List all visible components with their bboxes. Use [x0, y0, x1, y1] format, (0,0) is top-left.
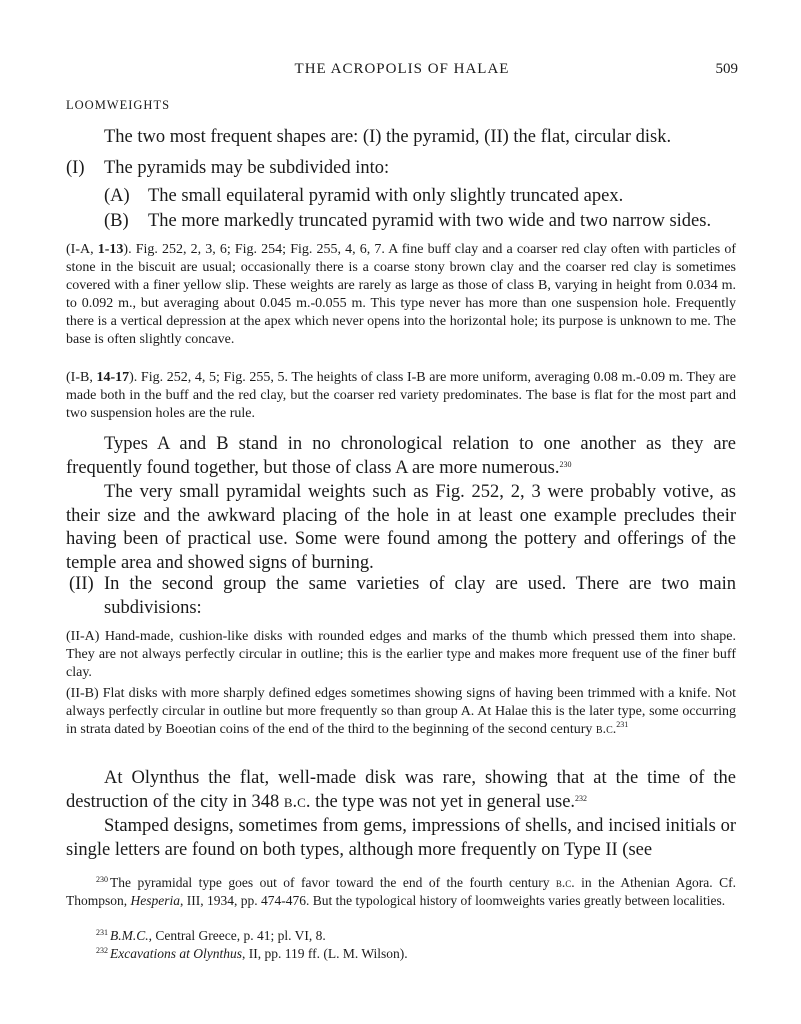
- footnote-231-mark: 231: [96, 928, 108, 937]
- era-abbreviation: b.c.: [283, 791, 311, 812]
- running-head: THE ACROPOLIS OF HALAE: [294, 61, 510, 77]
- footnote-232-mark: 232: [96, 946, 108, 955]
- subtype-a-label: (A): [104, 186, 130, 206]
- page-header: [66, 61, 738, 83]
- class-ia-description: [66, 241, 736, 349]
- subtype-b-text: The more markedly truncated pyramid with two wide and two narrow sides.: [148, 211, 712, 231]
- footnote-232-text: , II, pp. 119 ff. (L. M. Wilson).: [241, 946, 408, 961]
- class-ib-text: ). Fig. 252, 4, 5; Fig. 255, 5. The heights of class I-B are more uniform, averaging 0.08 m.-0.09 m. They are made both in the buff and the red clay, but the coarser red variety predominates. The base is flat for the most part and two suspension holes are the rule.: [66, 370, 737, 421]
- class-ib-catalogue-ref: 14-17: [96, 370, 130, 385]
- group-two-text: In the second group the same varieties of clay are used. There are two main subdivisions:: [104, 574, 736, 618]
- olynthus-text-end: the type was not yet in general use.: [310, 791, 576, 812]
- journal-title: Hesperia: [130, 892, 181, 908]
- class-iib-text: (II-B) Flat disks with more sharply defined edges sometimes showing signs of having been trimmed with a knife. Not always perfectly circular in outline but more frequently so than group A. At Halae this is the later type, some occurring in strata dated by Boeotian coins of the end of the third to the beginning of the second century: [66, 686, 736, 737]
- footnote-230-text: , III, 1934, pp. 474-476. But the typological history of loomweights varies greatly between localities.: [180, 892, 726, 908]
- types-paragraph: [66, 433, 736, 480]
- olynthus-text-start: At Olynthus the flat, well-made disk was rare, showing that at the time of the destruction of the city in 348: [66, 768, 736, 812]
- footnote-232-title: Excavations at Olynthus: [110, 946, 242, 961]
- footnote-232: [96, 945, 736, 963]
- group-two-label: (II): [69, 574, 94, 594]
- section-heading: LOOMWEIGHTS: [66, 98, 171, 112]
- votive-paragraph: The very small pyramidal weights such as Fig. 252, 2, 3 were probably votive, as their size and the awkward placing of the hole in at least one example precludes their having been of practical use. Some were found among the pottery and offerings of the temple area and showed signs of burning.: [66, 482, 736, 573]
- class-ia-catalogue-ref: 1-13: [97, 242, 124, 257]
- footnote-230-text: The pyramidal type goes out of favor toward the end of the fourth century: [110, 875, 556, 890]
- page-number: 509: [715, 61, 738, 77]
- class-iib-description: [66, 685, 736, 739]
- subtype-a-line: [104, 185, 746, 209]
- subtype-a-text: The small equilateral pyramid with only slightly truncated apex.: [148, 186, 624, 206]
- footnote-ref-232: 232: [575, 793, 588, 803]
- subtype-b-line: [104, 210, 746, 234]
- group-one-text: The pyramids may be subdivided into:: [104, 158, 390, 178]
- class-ib-open: (I-B,: [66, 370, 97, 385]
- group-one-label: (I): [66, 158, 85, 178]
- group-one-heading: [66, 157, 746, 181]
- intro-paragraph: The two most frequent shapes are: (I) the pyramid, (II) the flat, circular disk.: [104, 127, 672, 147]
- footnote-231: [96, 927, 736, 945]
- footnote-ref-231: 231: [616, 720, 629, 729]
- group-two-paragraph: [69, 573, 736, 620]
- footnote-231-title: B.M.C.: [110, 928, 149, 943]
- era-abbreviation: b.c.: [555, 875, 575, 890]
- class-ia-text: ). Fig. 252, 2, 3, 6; Fig. 254; Fig. 255, 4, 6, 7. A fine buff clay and a coarser red clay often with particles of stone in the biscuit are usual; occasionally there is a coarse stony brown clay and the coarser red clay is sometimes covered with a finer yellow slip. These weights are rarely as large as those of class B, varying in height from 0.034 m. to 0.092 m., but averaging about 0.045 m.-0.055 m. This type never has more than one suspension hole. Frequently there is a vertical depression at the apex which never opens into the horizontal hole; its purpose is unknown to me. The base is often slightly concave.: [66, 242, 736, 347]
- footnote-ref-230: 230: [559, 459, 572, 469]
- footnote-230: [66, 874, 736, 909]
- footnote-230-mark: 230: [96, 875, 108, 884]
- class-iia-description: (II-A) Hand-made, cushion-like disks with rounded edges and marks of the thumb which pressed them into shape. They are not always perfectly circular in outline; this is the earlier type and makes more frequent use of the finer buff clay.: [66, 629, 736, 680]
- footnote-230-text: in the Athenian Agora. Cf. Thompson,: [66, 875, 736, 908]
- olynthus-paragraph: [66, 767, 736, 814]
- class-ib-description: [66, 369, 736, 423]
- footnote-231-text: , Central Greece, p. 41; pl. VI, 8.: [148, 928, 326, 943]
- types-paragraph-text: Types A and B stand in no chronological relation to one another as they are frequently found together, but those of class A are more numerous.: [66, 434, 736, 478]
- stamped-paragraph: Stamped designs, sometimes from gems, impressions of shells, and incised initials or single letters are found on both types, although more frequently on Type II (see: [66, 816, 736, 860]
- era-abbreviation: b.c.: [595, 722, 617, 737]
- subtype-b-label: (B): [104, 211, 129, 231]
- class-ia-open: (I-A,: [66, 242, 98, 257]
